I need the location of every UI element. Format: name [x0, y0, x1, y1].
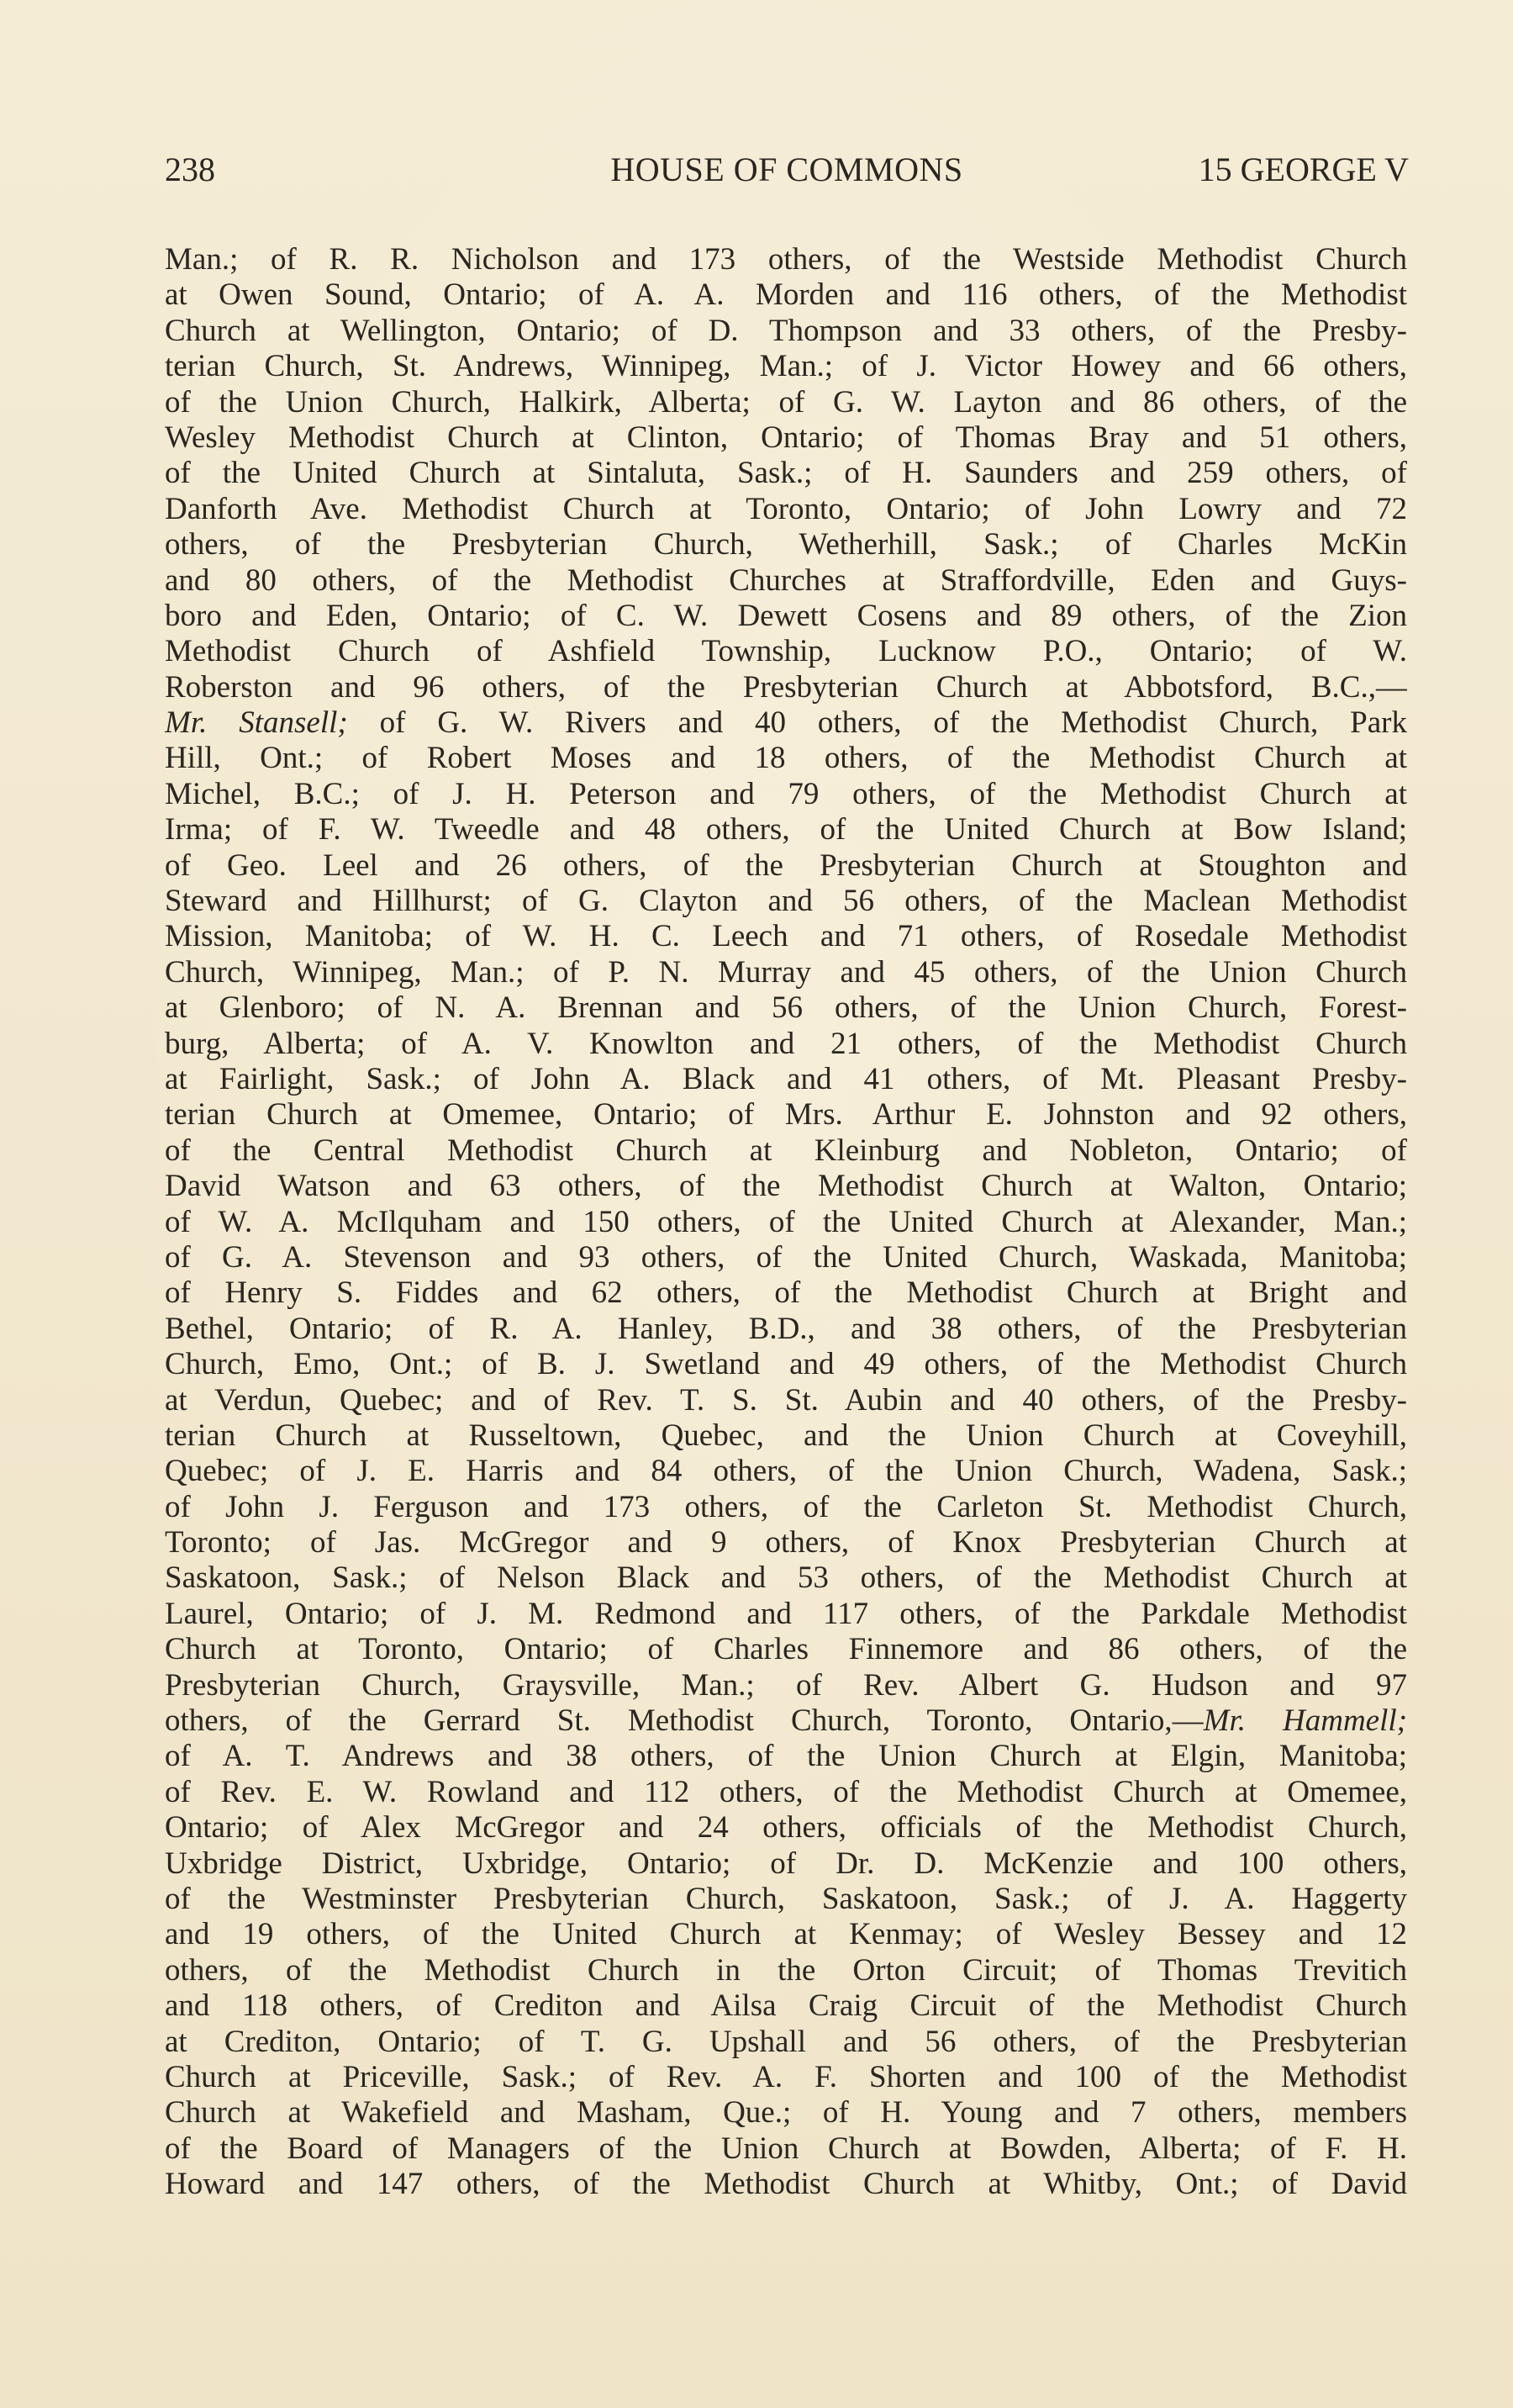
text-line: Presbyterian Church, Graysville, Man.; of Rev. Albert G. Hudson and 97: [165, 1667, 1407, 1703]
text-line: Danforth Ave. Methodist Church at Toronto, Ontario; of John Lowry and 72: [165, 491, 1407, 526]
text-line: at Verdun, Quebec; and of Rev. T. S. St. Aubin and 40 others, of the Presby-: [165, 1382, 1407, 1418]
text-line: Uxbridge District, Uxbridge, Ontario; of Dr. D. McKenzie and 100 others,: [165, 1846, 1407, 1881]
text-line: David Watson and 63 others, of the Methodist Church at Walton, Ontario;: [165, 1169, 1407, 1204]
text-line: others, of the Methodist Church in the Orton Circuit; of Thomas Trevitich: [165, 1952, 1407, 1988]
text-line: Mission, Manitoba; of W. H. C. Leech and 71 others, of Rosedale Methodist: [165, 919, 1407, 954]
text-line: of the Union Church, Halkirk, Alberta; of G. W. Layton and 86 others, of the: [165, 384, 1407, 420]
text-line: of Rev. E. W. Rowland and 112 others, of the Methodist Church at Omemee,: [165, 1774, 1407, 1809]
text-line: at Glenboro; of N. A. Brennan and 56 others, of the Union Church, Forest-: [165, 990, 1407, 1026]
text-line: of A. T. Andrews and 38 others, of the Union Church at Elgin, Manitoba;: [165, 1739, 1407, 1774]
text-line: Church at Priceville, Sask.; of Rev. A. F. Shorten and 100 of the Methodist: [165, 2059, 1407, 2094]
text-line: Mr. Stansell; of G. W. Rivers and 40 others, of the Methodist Church, Park: [165, 705, 1407, 741]
text-line: Wesley Methodist Church at Clinton, Ontario; of Thomas Bray and 51 others,: [165, 420, 1407, 455]
text-line: Church, Emo, Ont.; of B. J. Swetland and 49 others, of the Methodist Church: [165, 1347, 1407, 1382]
text-line: at Owen Sound, Ontario; of A. A. Morden and 116 others, of the Methodist: [165, 277, 1407, 313]
text-line: of Geo. Leel and 26 others, of the Presbyterian Church at Stoughton and: [165, 848, 1407, 883]
text-line: terian Church, St. Andrews, Winnipeg, Man.; of J. Victor Howey and 66 others,: [165, 349, 1407, 384]
regnal-year: 15 GEORGE V: [1198, 150, 1409, 188]
text-line: Quebec; of J. E. Harris and 84 others, of the Union Church, Wadena, Sask.;: [165, 1454, 1407, 1489]
text-line: Man.; of R. R. Nicholson and 173 others, of the Westside Methodist Church: [165, 242, 1407, 277]
text-line: of the Board of Managers of the Union Church at Bowden, Alberta; of F. H.: [165, 2131, 1407, 2166]
text-line: Roberston and 96 others, of the Presbyterian Church at Abbotsford, B.C.,—: [165, 669, 1407, 705]
page-number: 238: [165, 150, 215, 188]
text-line: Church at Wakefield and Masham, Que.; of H. Young and 7 others, members: [165, 2095, 1407, 2131]
text-line: terian Church at Omemee, Ontario; of Mrs. Arthur E. Johnston and 92 others,: [165, 1097, 1407, 1133]
text-line: of the United Church at Sintaluta, Sask.; of H. Saunders and 259 others, of: [165, 456, 1407, 491]
text-line: others, of the Presbyterian Church, Wetherhill, Sask.; of Charles McKin: [165, 527, 1407, 562]
text-line: Bethel, Ontario; of R. A. Hanley, B.D., and 38 others, of the Presbyterian: [165, 1311, 1407, 1346]
text-line: of Henry S. Fiddes and 62 others, of the Methodist Church at Bright and: [165, 1275, 1407, 1311]
text-line: Michel, B.C.; of J. H. Peterson and 79 others, of the Methodist Church at: [165, 776, 1407, 811]
text-line: of the Central Methodist Church at Kleinburg and Nobleton, Ontario; of: [165, 1133, 1407, 1168]
text-line: Laurel, Ontario; of J. M. Redmond and 117 others, of the Parkdale Methodist: [165, 1596, 1407, 1631]
member-name: Mr. Stansell;: [165, 705, 348, 741]
text-line: Steward and Hillhurst; of G. Clayton and 56 others, of the Maclean Methodist: [165, 884, 1407, 919]
text-line: at Fairlight, Sask.; of John A. Black and 41 others, of Mt. Pleasant Presby-: [165, 1061, 1407, 1096]
text-line: others, of the Gerrard St. Methodist Church, Toronto, Ontario,—Mr. Hammell;: [165, 1703, 1407, 1739]
text-line: Saskatoon, Sask.; of Nelson Black and 53 others, of the Methodist Church at: [165, 1560, 1407, 1596]
text-line: of G. A. Stevenson and 93 others, of the United Church, Waskada, Manitoba;: [165, 1239, 1407, 1275]
text-line: and 80 others, of the Methodist Churches at Straffordville, Eden and Guys-: [165, 562, 1407, 598]
text-line: Church at Wellington, Ontario; of D. Thompson and 33 others, of the Presby-: [165, 313, 1407, 348]
page-title: HOUSE OF COMMONS: [610, 150, 963, 188]
text-line: burg, Alberta; of A. V. Knowlton and 21 others, of the Methodist Church: [165, 1026, 1407, 1061]
text-line: boro and Eden, Ontario; of C. W. Dewett Cosens and 89 others, of the Zion: [165, 598, 1407, 633]
text-line: and 118 others, of Crediton and Ailsa Craig Circuit of the Methodist Church: [165, 1988, 1407, 2024]
text-line: at Crediton, Ontario; of T. G. Upshall and 56 others, of the Presbyterian: [165, 2024, 1407, 2059]
body-text: [165, 242, 1407, 2202]
text-line: Howard and 147 others, of the Methodist Church at Whitby, Ont.; of David: [165, 2167, 1407, 2202]
member-name: Mr. Hammell;: [1203, 1703, 1407, 1739]
text-line: Church, Winnipeg, Man.; of P. N. Murray and 45 others, of the Union Church: [165, 954, 1407, 990]
text-line: of the Westminster Presbyterian Church, Saskatoon, Sask.; of J. A. Haggerty: [165, 1881, 1407, 1916]
text-line: Ontario; of Alex McGregor and 24 others, officials of the Methodist Church,: [165, 1810, 1407, 1846]
text-line: Hill, Ont.; of Robert Moses and 18 others, of the Methodist Church at: [165, 741, 1407, 776]
text-line: terian Church at Russeltown, Quebec, and the Union Church at Coveyhill,: [165, 1418, 1407, 1453]
text-line: and 19 others, of the United Church at Kenmay; of Wesley Bessey and 12: [165, 1917, 1407, 1952]
text-line: of W. A. McIlquham and 150 others, of the United Church at Alexander, Man.;: [165, 1204, 1407, 1239]
text-line: Irma; of F. W. Tweedle and 48 others, of the United Church at Bow Island;: [165, 812, 1407, 848]
text-line: Church at Toronto, Ontario; of Charles Finnemore and 86 others, of the: [165, 1632, 1407, 1667]
running-head: [165, 150, 1409, 190]
text-line: of John J. Ferguson and 173 others, of the Carleton St. Methodist Church,: [165, 1489, 1407, 1524]
text-line: Methodist Church of Ashfield Township, Lucknow P.O., Ontario; of W.: [165, 634, 1407, 669]
text-line: Toronto; of Jas. McGregor and 9 others, of Knox Presbyterian Church at: [165, 1525, 1407, 1560]
